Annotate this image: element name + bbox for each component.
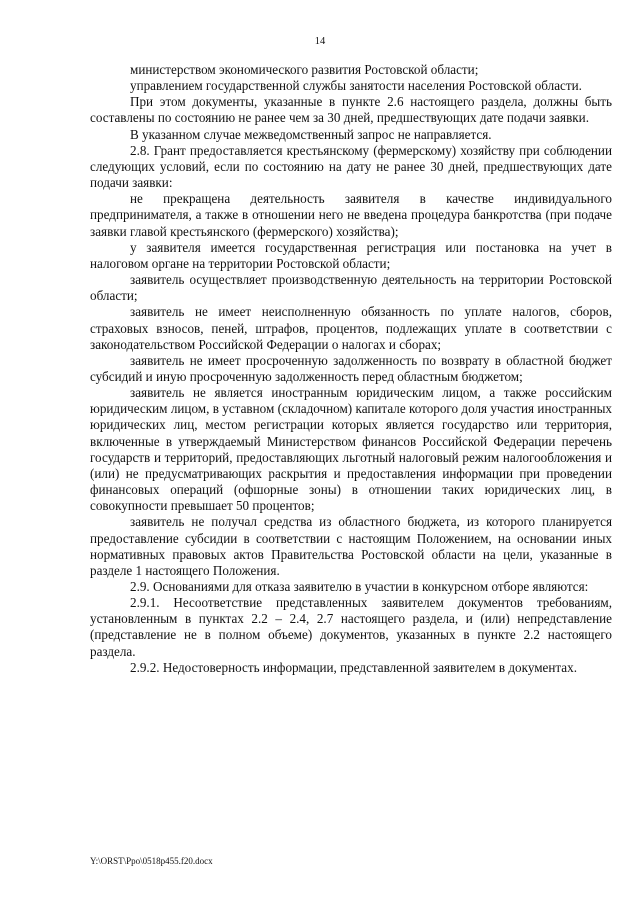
- page-number: 14: [314, 36, 326, 47]
- paragraph: заявитель не является иностранным юридическим лицом, а также российским юридическим лицом, в уставном (складочном) капитале которого доля участия иностранных юридических лиц, местом регистрации которых является государство или территория, включенные в утверждаемый Министерством финансов Российской Федерации перечень государств и территорий, предоставляющих льготный налоговый режим налогообложения и (или) не предусматривающих раскрытия и предоставления информации при проведении финансовых операций (офшорные зоны) в отношении таких юридических лиц, в совокупности превышает 50 процентов;: [90, 385, 612, 514]
- paragraph: заявитель осуществляет производственную деятельность на территории Ростовской области;: [90, 272, 612, 304]
- document-body: [90, 62, 612, 676]
- paragraph: В указанном случае межведомственный запрос не направляется.: [130, 126, 492, 142]
- paragraph: министерством экономического развития Ростовской области;: [130, 62, 479, 77]
- paragraph: 2.9. Основаниями для отказа заявителю в участии в конкурсном отборе являются:: [130, 579, 589, 594]
- paragraph: При этом документы, указанные в пункте 2.6 настоящего раздела, должны быть составлены по состоянию не ранее чем за 30 дней, предшествующих дате подачи заявки.: [90, 94, 612, 126]
- paragraph: не прекращена деятельность заявителя в качестве индивидуального предпринимателя, а также в отношении него не введена процедура банкротства (при подаче заявки главой крестьянского (фермерского) хозяйства);: [90, 191, 612, 239]
- paragraph: заявитель не имеет просроченную задолженность по возврату в областной бюджет субсидий и иную просроченную задолженность перед областным бюджетом;: [90, 352, 612, 384]
- paragraph: заявитель не имеет неисполненную обязанность по уплате налогов, сборов, страховых взносов, пеней, штрафов, процентов, подлежащих уплате в соответствии с законодательством Российской Федерации о налогах и сборах;: [90, 304, 612, 352]
- paragraph: управлением государственной службы занятости населения Ростовской области.: [130, 78, 582, 94]
- paragraph: у заявителя имеется государственная регистрация или постановка на учет в налоговом органе на территории Ростовской области;: [90, 239, 612, 271]
- paragraph: заявитель не получал средства из областного бюджета, из которого планируется предоставление субсидии в соответствии с настоящим Положением, на основании иных нормативных правовых актов Правительства Ростовской области на цели, указанные в разделе 1 настоящего Положения.: [90, 514, 612, 578]
- paragraph: 2.9.2. Недостоверность информации, представленной заявителем в документах.: [130, 659, 577, 675]
- file-path-footer: Y:\ORST\Ppo\0518p455.f20.docx: [90, 856, 213, 866]
- paragraph: 2.9.1. Несоответствие представленных заявителем документов требованиям, установленным в пунктах 2.2 – 2.4, 2.7 настоящего раздела, и (или) непредставление (представление не в полном объеме) документов, указанных в пункте 2.2 настоящего раздела.: [90, 595, 612, 659]
- paragraph: 2.8. Грант предоставляется крестьянскому (фермерскому) хозяйству при соблюдении следующих условий, если по состоянию на дату не ранее 30 дней, предшествующих дате подачи заявки:: [90, 142, 612, 191]
